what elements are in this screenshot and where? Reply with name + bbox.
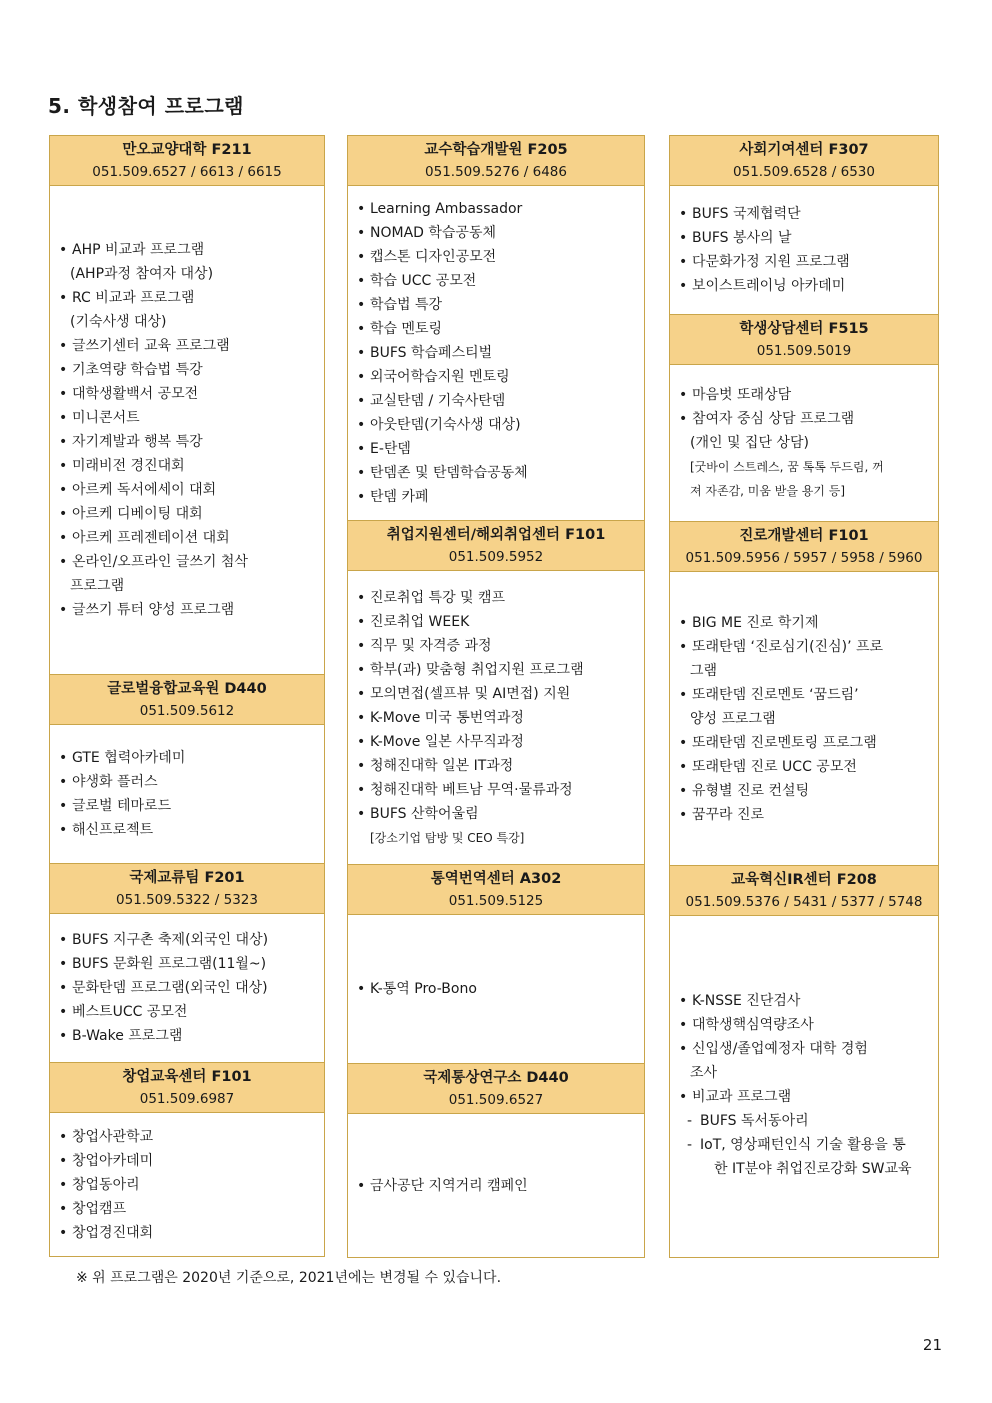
list-item: • 글로벌 테마로드 <box>58 794 318 818</box>
program-list <box>670 365 938 521</box>
list-subitem: - IoT, 영상패턴인식 기술 활용을 통 한 IT분야 취업진로강화 SW교육 <box>678 1133 932 1181</box>
center-name: 국제교류팀 F201 <box>129 870 245 886</box>
list-item: • 학습 멘토링 <box>356 317 638 341</box>
center-name: 통역번역센터 A302 <box>430 871 562 887</box>
list-item: • 또래탄뎀 진로멘토링 프로그램 <box>678 731 932 755</box>
section-career-development <box>669 522 939 866</box>
list-item: • 글쓰기 튜터 양성 프로그램 <box>58 598 318 622</box>
section-startup-education <box>49 1063 325 1257</box>
list-item: • 야생화 플러스 <box>58 770 318 794</box>
section-header <box>670 315 938 365</box>
list-item: • 청해진대학 베트남 무역·물류과정 <box>356 778 638 802</box>
list-item: • 학부(과) 맞춤형 취업지원 프로그램 <box>356 658 638 682</box>
column-left <box>49 135 325 1257</box>
program-list <box>348 1114 644 1257</box>
section-header <box>348 1064 644 1114</box>
list-item: • 아웃탄뎀(기숙사생 대상) <box>356 413 638 437</box>
list-item: • 모의면접(셀프뷰 및 AI면접) 지원 <box>356 682 638 706</box>
list-item: • 창업캠프 <box>58 1197 318 1221</box>
list-item: • GTE 협력아카데미 <box>58 746 318 770</box>
center-phone: 051.509.5019 <box>756 343 852 359</box>
section-education-innovation-ir <box>669 866 939 1258</box>
section-header <box>50 675 324 725</box>
list-item: • 창업경진대회 <box>58 1221 318 1245</box>
section-teaching-learning <box>347 135 645 521</box>
center-phone: 051.509.5952 <box>448 549 544 565</box>
section-header <box>348 865 644 915</box>
center-phone: 051.509.6527 <box>448 1092 544 1108</box>
list-item: • 탄뎀존 및 탄뎀학습공동체 <box>356 461 638 485</box>
list-item: • BUFS 산학어울림 [강소기업 탐방 및 CEO 특강] <box>356 802 638 850</box>
list-item: • 기초역량 학습법 특강 <box>58 358 318 382</box>
center-phone: 051.509.6528 / 6530 <box>733 164 875 180</box>
section-header <box>50 864 324 914</box>
program-list <box>348 571 644 864</box>
section-interpretation-translation <box>347 865 645 1064</box>
footnote: ※ 위 프로그램은 2020년 기준으로, 2021년에는 변경될 수 있습니다. <box>76 1270 502 1286</box>
center-phone: 051.509.5322 / 5323 <box>116 892 258 908</box>
list-item: • K-Move 일본 사무직과정 <box>356 730 638 754</box>
list-item: • 창업사관학교 <box>58 1125 318 1149</box>
list-item: • 또래탄뎀 진로 UCC 공모전 <box>678 755 932 779</box>
list-item: • 외국어학습지원 멘토링 <box>356 365 638 389</box>
program-list <box>50 725 324 863</box>
list-item: • BIG ME 진로 학기제 <box>678 611 932 635</box>
list-item: • 온라인/오프라인 글쓰기 첨삭 프로그램 <box>58 550 318 598</box>
list-item: • 학습법 특강 <box>356 293 638 317</box>
section-student-counseling <box>669 315 939 522</box>
section-header <box>670 136 938 186</box>
list-item: • 학습 UCC 공모전 <box>356 269 638 293</box>
center-name: 교수학습개발원 F205 <box>424 142 568 158</box>
list-item: • 참여자 중심 상담 프로그램 (개인 및 집단 상담) [굿바이 스트레스, 꿈 톡톡 두드림, 꺼 져 자존감, 미움 받을 용기 등] <box>678 407 932 503</box>
list-item: • 또래탄뎀 진로멘토 ‘꿈드림’ 양성 프로그램 <box>678 683 932 731</box>
list-item: • 창업아카데미 <box>58 1149 318 1173</box>
list-item: • RC 비교과 프로그램 (기숙사생 대상) <box>58 286 318 334</box>
list-item: • 교실탄뎀 / 기숙사탄뎀 <box>356 389 638 413</box>
list-item: • 아르케 디베이팅 대회 <box>58 502 318 526</box>
section-header <box>670 522 938 572</box>
list-item: • 마음벗 또래상담 <box>678 383 932 407</box>
list-item: • 비교과 프로그램 <box>678 1085 932 1109</box>
list-subitem: - BUFS 독서동아리 <box>678 1109 932 1133</box>
list-item: • 대학생활백서 공모전 <box>58 382 318 406</box>
section-international-exchange <box>49 864 325 1063</box>
center-name: 교육혁신IR센터 F208 <box>731 872 877 888</box>
list-item: • BUFS 문화원 프로그램(11월~) <box>58 952 318 976</box>
column-middle <box>347 135 645 1258</box>
center-name: 창업교육센터 F101 <box>122 1069 252 1085</box>
list-item: • BUFS 봉사의 날 <box>678 226 932 250</box>
list-item: • 자기계발과 행복 특강 <box>58 430 318 454</box>
list-item: • 문화탄뎀 프로그램(외국인 대상) <box>58 976 318 1000</box>
center-phone: 051.509.5376 / 5431 / 5377 / 5748 <box>685 894 923 910</box>
list-item: • 탄뎀 카페 <box>356 485 638 509</box>
list-item: • BUFS 학습페스티벌 <box>356 341 638 365</box>
list-item: • 보이스트레이닝 아카데미 <box>678 274 932 298</box>
program-list <box>50 914 324 1062</box>
list-item: • 베스트UCC 공모전 <box>58 1000 318 1024</box>
page-number: 21 <box>922 1336 942 1354</box>
center-phone: 051.509.6527 / 6613 / 6615 <box>92 164 282 180</box>
program-list <box>670 916 938 1257</box>
program-list <box>670 186 938 314</box>
list-item: • 금사공단 지역거리 캠페인 <box>356 1174 638 1198</box>
list-item: • 청해진대학 일본 IT과정 <box>356 754 638 778</box>
center-name: 학생상담센터 F515 <box>739 321 869 337</box>
list-item: • 캡스톤 디자인공모전 <box>356 245 638 269</box>
section-header <box>50 136 324 186</box>
program-list <box>50 186 324 674</box>
list-item: • 해신프로젝트 <box>58 818 318 842</box>
list-item: • 창업동아리 <box>58 1173 318 1197</box>
center-name: 진로개발센터 F101 <box>739 528 869 544</box>
list-item: • BUFS 지구촌 축제(외국인 대상) <box>58 928 318 952</box>
center-name: 사회기여센터 F307 <box>739 142 869 158</box>
section-international-trade-institute <box>347 1064 645 1258</box>
center-phone: 051.509.6987 <box>139 1091 235 1107</box>
center-phone: 051.509.5612 <box>139 703 235 719</box>
list-item: • K-통역 Pro-Bono <box>356 977 638 1001</box>
center-name: 취업지원센터/해외취업센터 F101 <box>386 527 606 543</box>
list-item: • 아르케 독서에세이 대회 <box>58 478 318 502</box>
list-item: • 미니콘서트 <box>58 406 318 430</box>
list-item: • 다문화가정 지원 프로그램 <box>678 250 932 274</box>
section-header <box>348 521 644 571</box>
list-item: • 아르케 프레젠테이션 대회 <box>58 526 318 550</box>
list-item: • 대학생핵심역량조사 <box>678 1013 932 1037</box>
section-global-convergence <box>49 675 325 864</box>
center-phone: 051.509.5276 / 6486 <box>425 164 567 180</box>
list-item: • BUFS 국제협력단 <box>678 202 932 226</box>
center-name: 국제통상연구소 D440 <box>423 1070 569 1086</box>
section-social-contribution <box>669 135 939 315</box>
page-title: 5. 학생참여 프로그램 <box>48 94 244 118</box>
center-phone: 051.509.5125 <box>448 893 544 909</box>
list-item: • B-Wake 프로그램 <box>58 1024 318 1048</box>
list-item: • 유형별 진로 컨설팅 <box>678 779 932 803</box>
center-name: 글로벌융합교육원 D440 <box>107 681 267 697</box>
section-manoh-college <box>49 135 325 675</box>
list-item: • 꿈꾸라 진로 <box>678 803 932 827</box>
section-header <box>50 1063 324 1113</box>
list-item: • K-Move 미국 통번역과정 <box>356 706 638 730</box>
list-item: • 또래탄뎀 ‘진로심기(진심)’ 프로 그램 <box>678 635 932 683</box>
program-list <box>348 186 644 520</box>
list-item: • 직무 및 자격증 과정 <box>356 634 638 658</box>
list-item: • Learning Ambassador <box>356 197 638 221</box>
list-item: • K-NSSE 진단검사 <box>678 989 932 1013</box>
list-item: • E-탄뎀 <box>356 437 638 461</box>
list-item: • 미래비전 경진대회 <box>58 454 318 478</box>
center-name: 만오교양대학 F211 <box>122 142 252 158</box>
list-item: • 진로취업 특강 및 캠프 <box>356 586 638 610</box>
center-phone: 051.509.5956 / 5957 / 5958 / 5960 <box>685 550 923 566</box>
list-item: • 진로취업 WEEK <box>356 610 638 634</box>
list-item: • 신입생/졸업예정자 대학 경험 조사 <box>678 1037 932 1085</box>
section-header <box>670 866 938 916</box>
section-employment-support <box>347 521 645 865</box>
section-header <box>348 136 644 186</box>
program-list <box>50 1113 324 1256</box>
list-item: • 글쓰기센터 교육 프로그램 <box>58 334 318 358</box>
list-item: • AHP 비교과 프로그램 (AHP과정 참여자 대상) <box>58 238 318 286</box>
column-right <box>669 135 939 1258</box>
program-list <box>670 572 938 865</box>
list-item: • NOMAD 학습공동체 <box>356 221 638 245</box>
program-list <box>348 915 644 1063</box>
